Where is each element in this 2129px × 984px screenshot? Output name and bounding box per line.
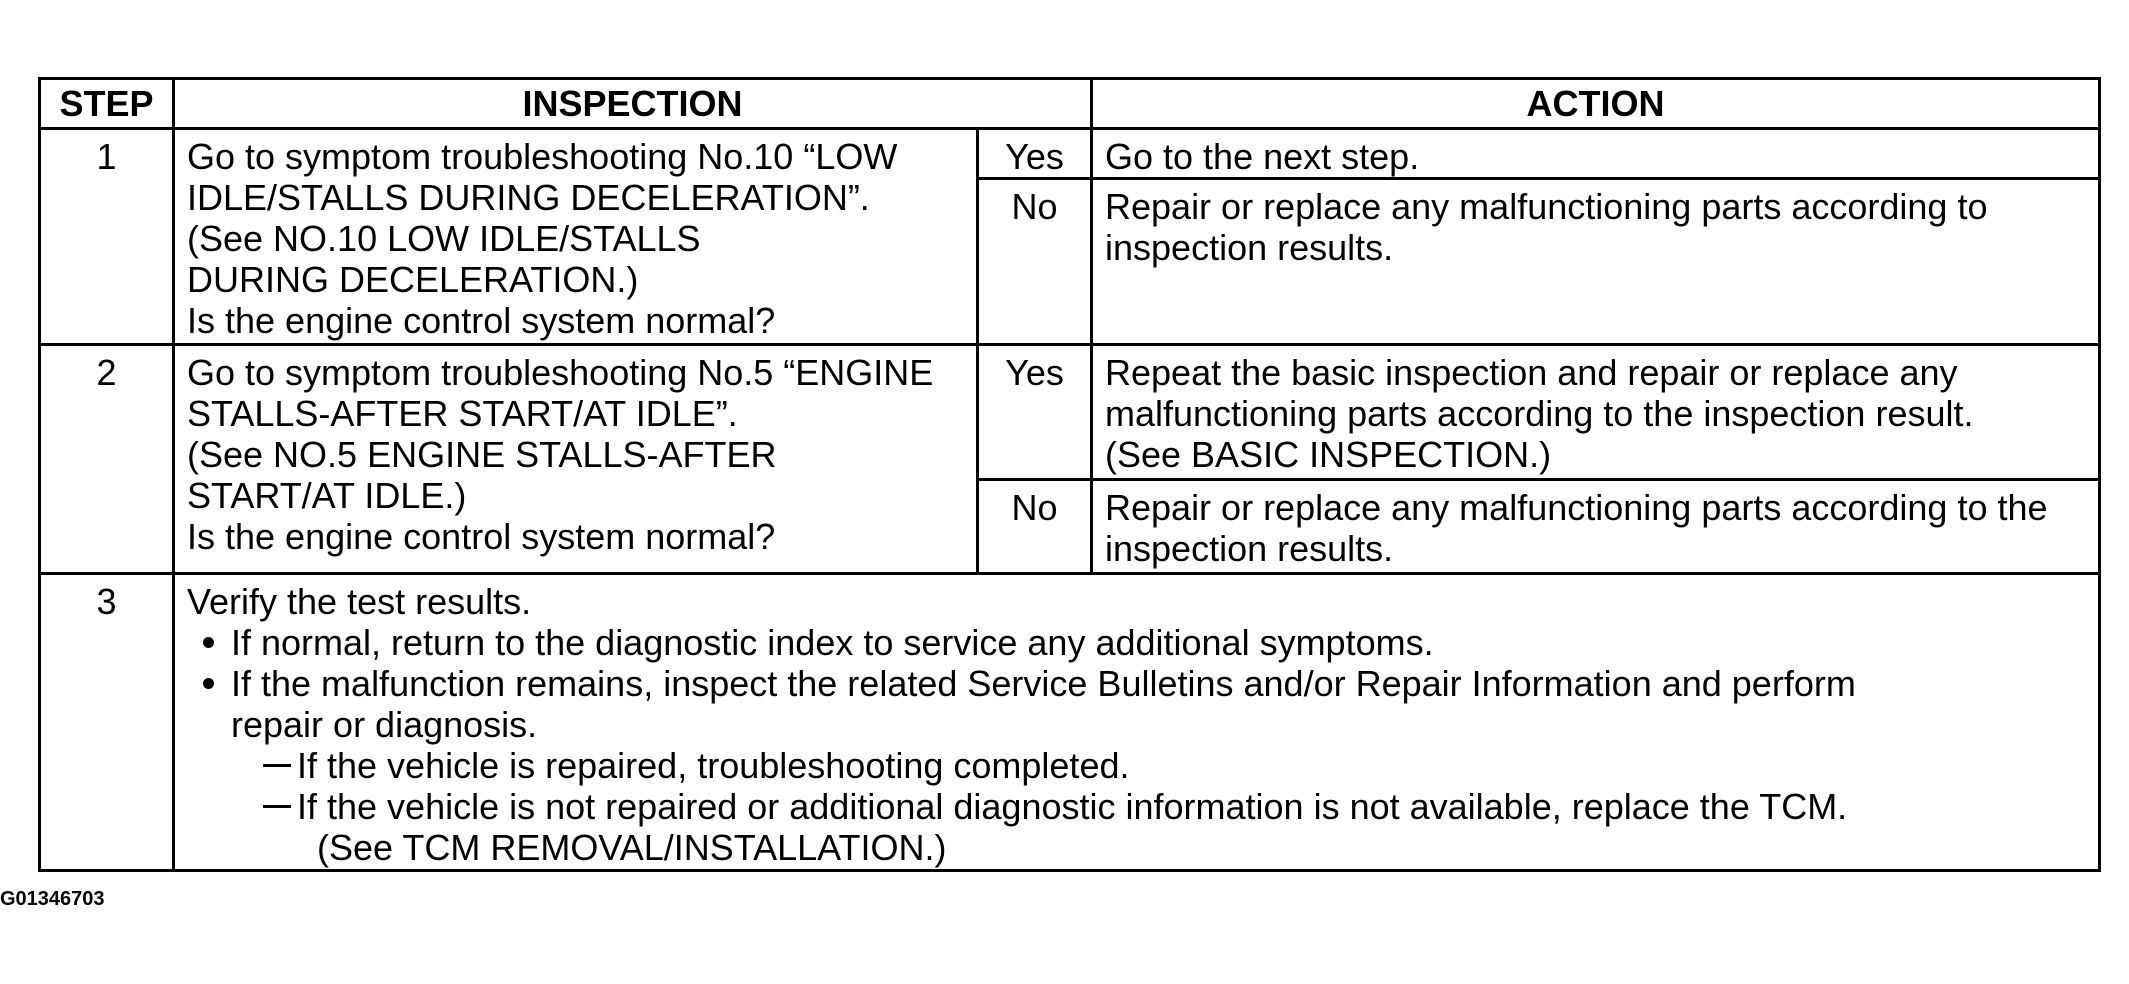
sub-item-text: If the vehicle is repaired, troubleshooting completed. [297,745,1130,787]
step-2-no-label: No [978,479,1092,573]
action-line: Go to the next step. [1105,136,1420,177]
inspection-line: (See NO.5 ENGINE STALLS-AFTER [187,433,777,475]
troubleshooting-table [38,77,2101,872]
step-2-no-action [1092,479,2100,573]
bullet-text: repair or diagnosis. [231,704,538,746]
step-1-no-label: No [978,179,1092,344]
step-2-yes-row [40,344,2100,479]
action-line: Repair or replace any malfunctioning parts according to [1105,186,1988,228]
bullet-icon [203,637,214,648]
action-line: Repeat the basic inspection and repair or replace any [1105,351,1958,393]
step-1-yes-label: Yes [978,129,1092,179]
inspection-line: (See NO.10 LOW IDLE/STALLS [187,218,701,259]
step-1-number: 1 [40,129,174,345]
step-1-no-action [1092,179,2100,344]
step-3-number: 3 [40,574,174,871]
inspection-line: Is the engine control system normal? [187,515,776,557]
step-2-yes-label: Yes [978,344,1092,479]
header-step: STEP [40,79,174,129]
header-inspection: INSPECTION [174,79,1092,129]
step-3-row [40,574,2100,871]
inspection-line: Go to symptom troubleshooting No.10 “LOW [187,136,898,177]
step-1-yes-action [1092,129,2100,179]
action-line: inspection results. [1105,227,1394,269]
step-2-number: 2 [40,344,174,574]
sub-item [187,745,2086,786]
step-1-inspection [174,129,978,345]
step-2-inspection [174,344,978,574]
inspection-line: DURING DECELERATION.) [187,259,639,300]
dash-icon [263,805,291,808]
inspection-line: STALLS-AFTER START/AT IDLE”. [187,392,738,434]
step-3-bullet-list [187,622,2086,745]
sub-item-text: If the vehicle is not repaired or additional diagnostic information is not available, replace the TCM. [297,786,1848,828]
list-item [199,663,2086,745]
step-1-yes-row [40,129,2100,179]
list-item [199,622,2086,663]
step-3-intro: Verify the test results. [187,581,532,623]
dash-icon [263,764,291,767]
sub-item-note: (See TCM REMOVAL/INSTALLATION.) [317,827,947,869]
bullet-text: If the malfunction remains, inspect the related Service Bulletins and/or Repair Information and perform [231,663,1856,705]
action-line: (See BASIC INSPECTION.) [1105,433,1552,475]
inspection-line: Is the engine control system normal? [187,300,776,341]
inspection-line: START/AT IDLE.) [187,474,467,516]
header-row [40,79,2100,129]
figure-id: G01346703 [0,888,105,910]
inspection-line: Go to symptom troubleshooting No.5 “ENGINE [187,351,934,393]
action-line: Repair or replace any malfunctioning parts according to the [1105,486,2048,528]
sub-item [187,786,2086,827]
step-3-content [174,574,2100,871]
header-action: ACTION [1092,79,2100,129]
step-2-yes-action [1092,344,2100,479]
inspection-line: IDLE/STALLS DURING DECELERATION”. [187,177,870,218]
bullet-text: If normal, return to the diagnostic index to service any additional symptoms. [231,622,1434,664]
action-line: malfunctioning parts according to the inspection result. [1105,392,1974,434]
action-line: inspection results. [1105,527,1394,569]
bullet-icon [203,678,214,689]
